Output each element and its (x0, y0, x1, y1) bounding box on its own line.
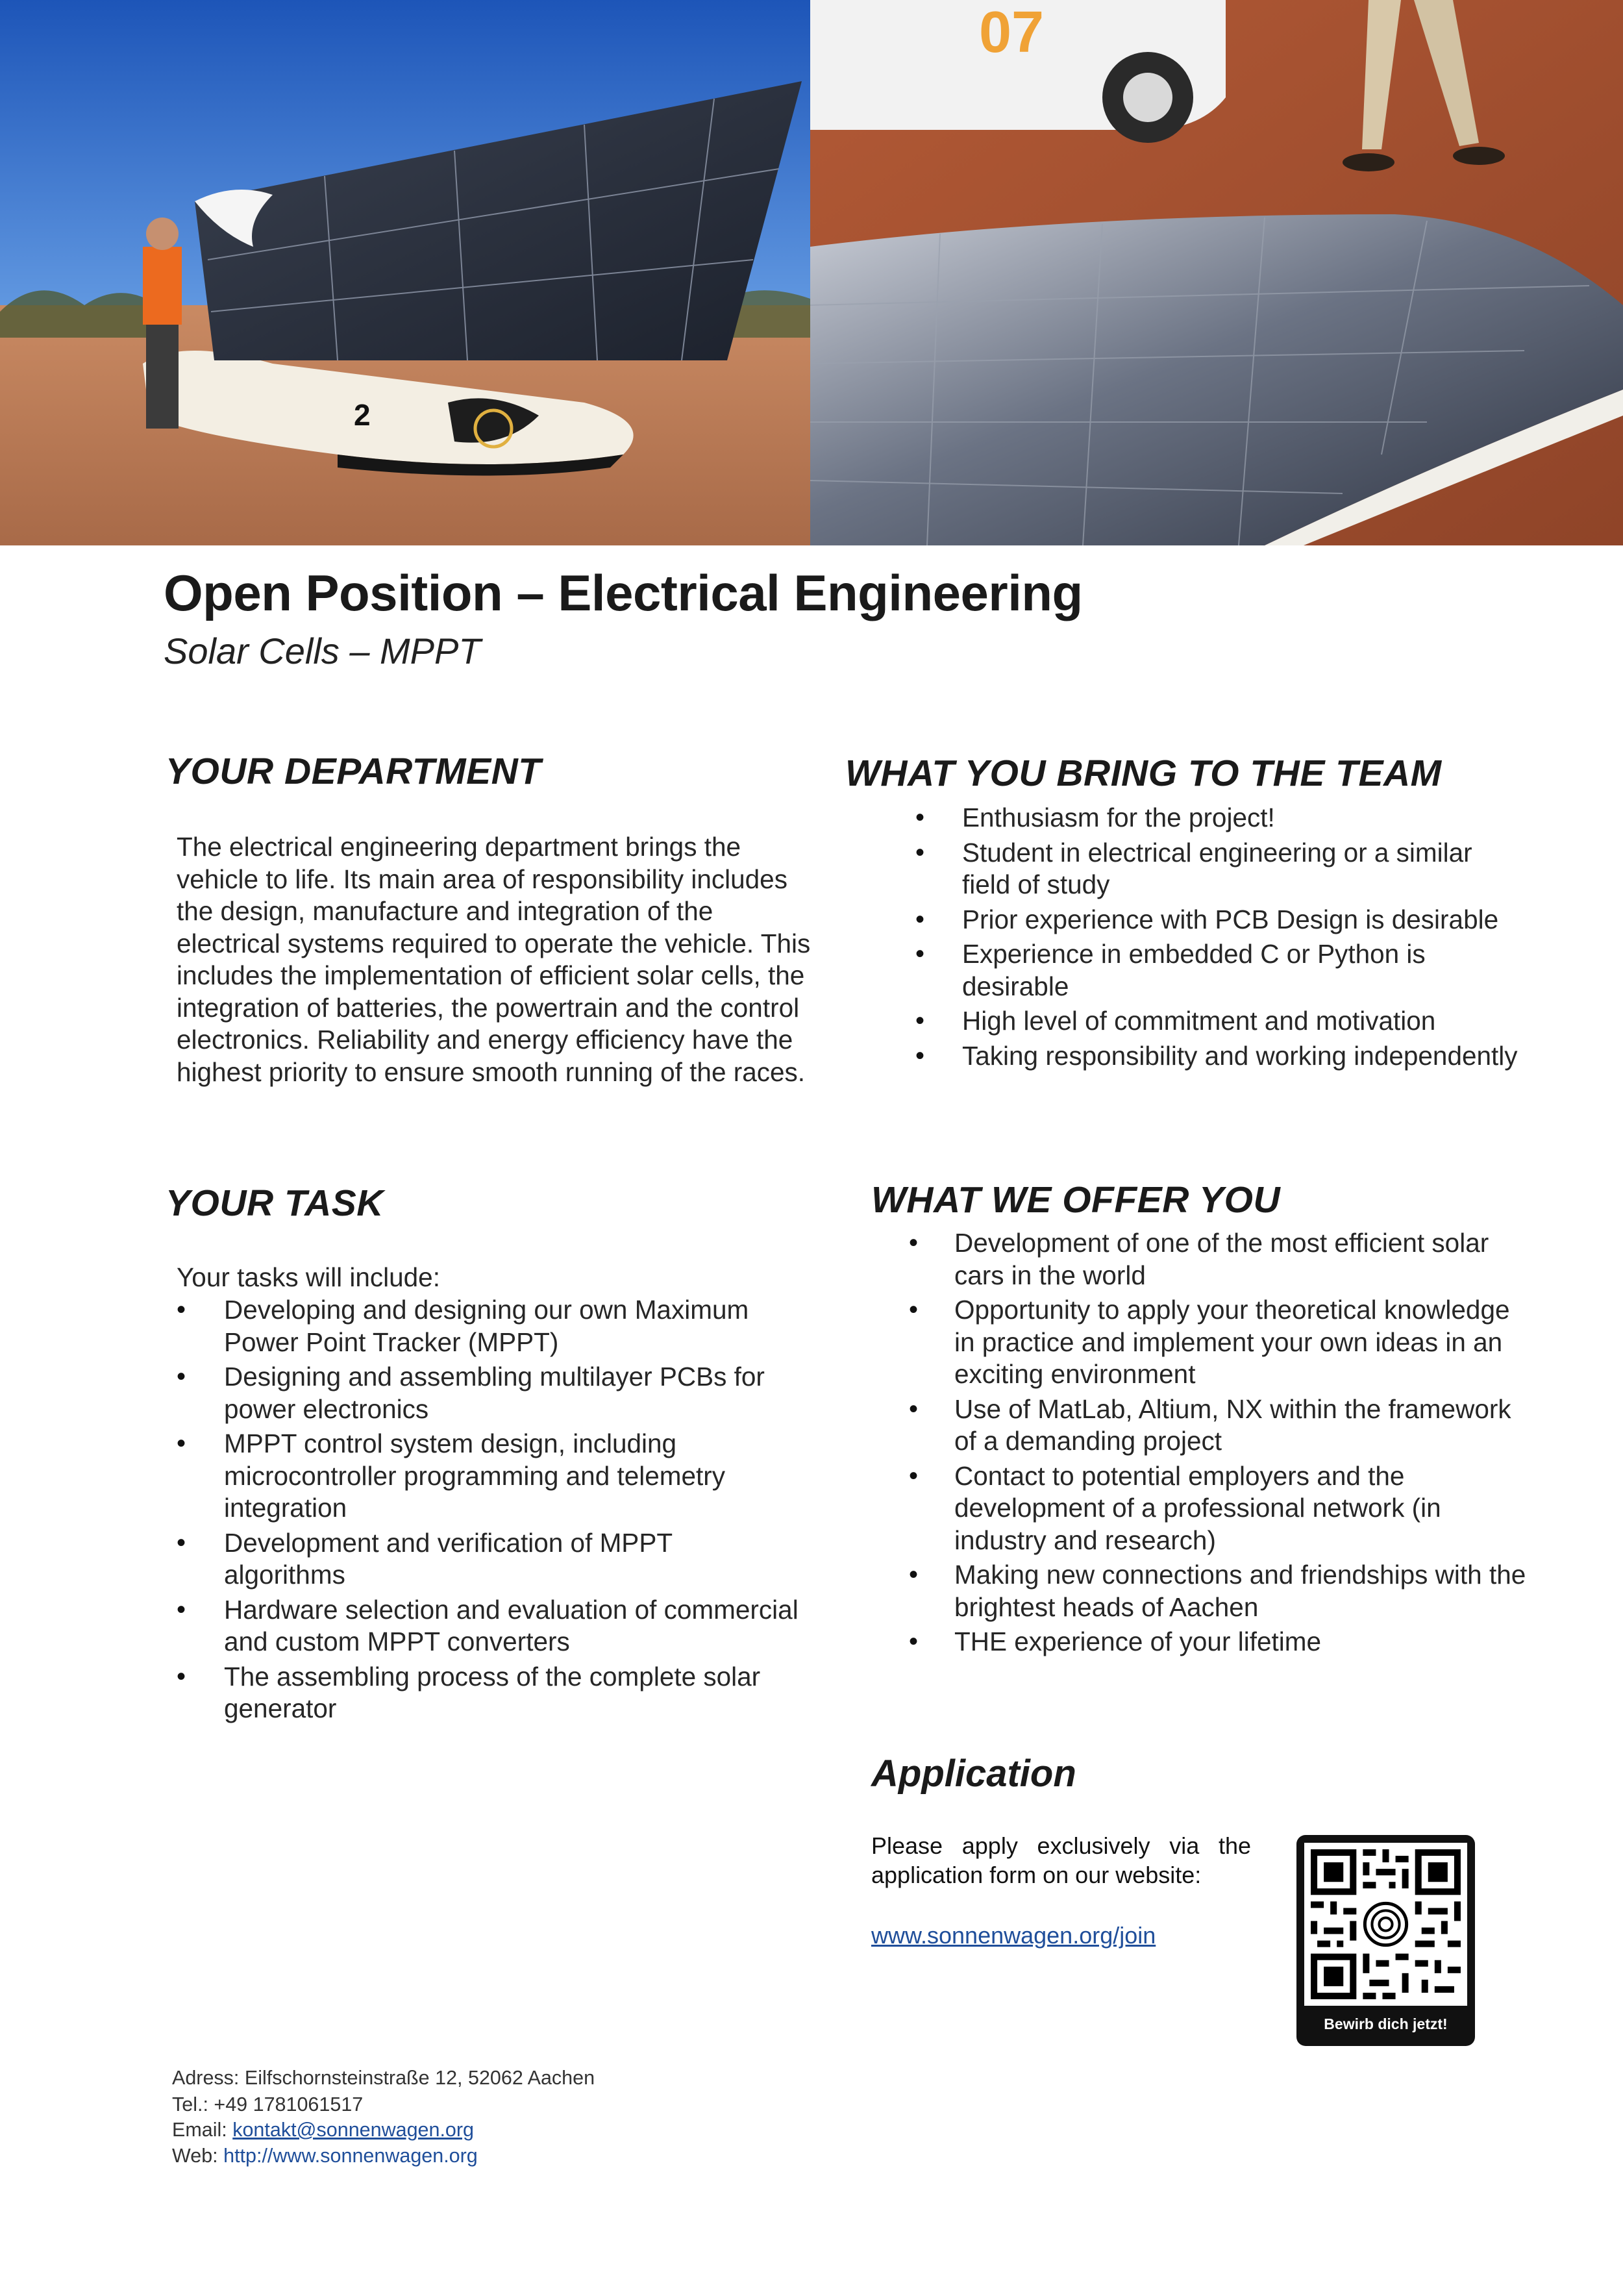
footer-email-link[interactable]: kontakt@sonnenwagen.org (232, 2119, 475, 2141)
qr-code-icon (1304, 1843, 1467, 2006)
qr-code (1304, 1843, 1467, 2006)
task-list (177, 1294, 800, 1728)
page-subtitle: Solar Cells – MPPT (164, 630, 481, 671)
footer-web (172, 2143, 478, 2169)
vehicle-number: 07 (979, 0, 1045, 65)
application-heading: Application (871, 1753, 1076, 1795)
list-item: • Making new connections and friendships with the brightest heads of Aachen (909, 1559, 1532, 1623)
list-item: • Experience in embedded C or Python is desirable (915, 938, 1526, 1003)
task-heading: YOUR TASK (166, 1182, 384, 1224)
footer-email (172, 2117, 474, 2143)
footer-email-label: Email: (172, 2119, 233, 2141)
hero-photo-left (0, 0, 810, 545)
hero-photo-right (810, 0, 1623, 545)
list-item: • The assembling process of the complete solar generator (177, 1661, 800, 1725)
footer-address: Adress: Eilfschornsteinstraße 12, 52062 Aachen (172, 2067, 595, 2089)
bring-heading: WHAT YOU BRING TO THE TEAM (845, 753, 1442, 794)
list-item: • Hardware selection and evaluation of commercial and custom MPPT converters (177, 1594, 800, 1658)
department-body: The electrical engineering department brings the vehicle to life. Its main area of responsibility includes the design, manufacture and integration of the electrical systems required to operate the vehicle. This includes the implementation of efficient solar cells, the integration of batteries, the powertrain and the control electronics. Reliability and energy efficiency have the highest priority to ensure smooth running of the races. (177, 832, 811, 1087)
list-item: • Prior experience with PCB Design is desirable (915, 904, 1526, 936)
list-item: • Use of MatLab, Altium, NX within the framework of a demanding project (909, 1393, 1532, 1458)
list-item: • Designing and assembling multilayer PCBs for power electronics (177, 1361, 800, 1425)
list-item: • Contact to potential employers and the development of a professional network (in industry and research) (909, 1460, 1532, 1557)
list-item: • MPPT control system design, including microcontroller programming and telemetry integration (177, 1428, 800, 1525)
qr-code-card[interactable] (1296, 1835, 1475, 2046)
footer-tel: Tel.: +49 1781061517 (172, 2093, 364, 2115)
list-item: • Enthusiasm for the project! (915, 802, 1526, 834)
offer-list (909, 1227, 1532, 1661)
application-link[interactable]: www.sonnenwagen.org/join (871, 1922, 1156, 1949)
list-item: • Development and verification of MPPT algorithms (177, 1527, 800, 1591)
application-text: Please apply exclusively via the application form on our website: (871, 1832, 1251, 1888)
list-item: • Development of one of the most efficient solar cars in the world (909, 1227, 1532, 1292)
page-title: Open Position – Electrical Engineering (164, 564, 1083, 621)
list-item: • Opportunity to apply your theoretical knowledge in practice and implement your own ideas in an exciting environment (909, 1294, 1532, 1391)
car-number: 2 (354, 398, 371, 432)
list-item: • THE experience of your lifetime (909, 1626, 1532, 1658)
task-intro: Your tasks will include: (177, 1262, 440, 1292)
list-item: • Student in electrical engineering or a similar field of study (915, 837, 1526, 901)
qr-caption: Bewirb dich jetzt! (1324, 2015, 1448, 2032)
list-item: • Developing and designing our own Maximum Power Point Tracker (MPPT) (177, 1294, 800, 1358)
bring-list (915, 802, 1526, 1075)
footer-web-link[interactable]: http://www.sonnenwagen.org (223, 2145, 478, 2167)
offer-heading: WHAT WE OFFER YOU (871, 1179, 1281, 1221)
department-heading: YOUR DEPARTMENT (166, 751, 541, 792)
list-item: • Taking responsibility and working independently (915, 1040, 1526, 1073)
footer-web-label: Web: (172, 2145, 224, 2167)
list-item: • High level of commitment and motivation (915, 1005, 1526, 1038)
